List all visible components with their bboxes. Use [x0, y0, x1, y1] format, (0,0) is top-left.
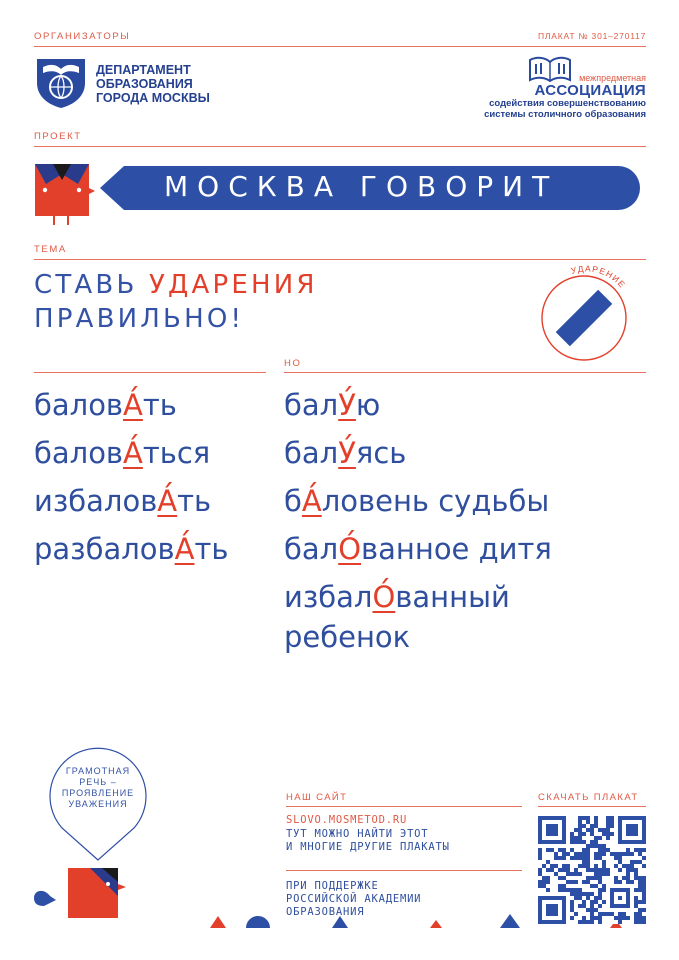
stressed-letter: А́	[123, 436, 143, 470]
divider	[538, 806, 646, 807]
stressed-letter: О́	[372, 580, 396, 614]
association-subtitle-line: содействия совершенствованию	[489, 98, 646, 109]
topic-label: ТЕМА	[34, 244, 67, 255]
list-item: баловА́ться	[34, 436, 211, 470]
stressed-letter: О́	[338, 532, 362, 566]
right-word-list	[284, 381, 552, 661]
stressed-letter: А́	[123, 388, 143, 422]
pin-text-line: ГРАМОТНАЯ	[65, 766, 131, 776]
site-url[interactable]: SLOVO.MOSMETOD.RU	[286, 814, 408, 826]
stressed-letter: А́	[157, 484, 178, 518]
list-item: баловА́ть	[34, 388, 177, 422]
association-subtitle	[440, 98, 646, 120]
divider	[286, 806, 522, 807]
dept-logo	[33, 53, 89, 113]
association-title: АССОЦИАЦИЯ	[534, 82, 646, 99]
divider	[34, 259, 646, 260]
association-subtitle-line: системы столичного образования	[484, 109, 646, 120]
support-text	[286, 880, 421, 919]
left-word-list	[34, 381, 228, 573]
topic-accent: УДАРЕНИЯ	[148, 270, 318, 300]
dept-name	[96, 63, 210, 105]
stress-badge	[538, 262, 638, 366]
list-item: балО́ванное дитя	[284, 532, 552, 566]
topic-line	[34, 268, 318, 302]
site-label: НАШ САЙТ	[286, 792, 348, 803]
association-small: межпредметная	[579, 73, 646, 83]
list-item: разбаловА́ть	[34, 532, 229, 566]
stressed-letter: У́	[338, 436, 356, 470]
organizers-label: ОРГАНИЗАТОРЫ	[34, 31, 131, 42]
pin-text-line: УВАЖЕНИЯ	[68, 799, 128, 809]
topic-text: СТАВЬ	[34, 270, 149, 300]
site-description	[286, 828, 450, 854]
but-label: НО	[284, 358, 302, 369]
site-description-line: И МНОГИЕ ДРУГИЕ ПЛАКАТЫ	[286, 841, 450, 853]
download-label: СКАЧАТЬ ПЛАКАТ	[538, 792, 639, 803]
support-text-line: ОБРАЗОВАНИЯ	[286, 906, 365, 918]
topic-line: ПРАВИЛЬНО!	[34, 304, 245, 334]
pin-text-line: ПРОЯВЛЕНИЕ	[61, 788, 135, 798]
support-text-line: ПРИ ПОДДЕРЖКЕ	[286, 880, 379, 892]
globe-book-emblem-icon	[33, 53, 89, 109]
list-item: ребенок	[284, 620, 411, 654]
divider	[284, 372, 646, 373]
site-description-line: ТУТ МОЖНО НАЙТИ ЭТОТ	[286, 828, 429, 840]
poster-number: ПЛАКАТ № 301–270117	[538, 31, 647, 41]
bird-mascot-icon	[33, 160, 95, 232]
dept-name-line: ОБРАЗОВАНИЯ	[96, 77, 193, 91]
topic-title	[34, 268, 318, 336]
list-item: бА́ловень судьбы	[284, 484, 550, 518]
divider	[34, 46, 646, 47]
list-item: балУ́ясь	[284, 436, 407, 470]
stressed-letter: У́	[338, 388, 356, 422]
project-banner	[100, 162, 644, 214]
list-item: балУ́ю	[284, 388, 381, 422]
divider	[286, 870, 522, 871]
stressed-letter: А́	[174, 532, 195, 566]
qr-code[interactable]	[538, 816, 646, 928]
divider	[34, 372, 266, 373]
divider	[34, 146, 646, 147]
list-item: избаловА́ть	[34, 484, 212, 518]
stressed-letter: А́	[301, 484, 322, 518]
list-item: избалО́ванный	[284, 580, 510, 614]
pin-text-line: РЕЧЬ –	[79, 777, 117, 787]
pin-text	[38, 766, 158, 810]
badge-text: УДАРЕНИЕ	[569, 263, 628, 291]
dept-name-line: ГОРОДА МОСКВЫ	[96, 91, 210, 105]
support-text-line: РОССИЙСКОЙ АКАДЕМИИ	[286, 893, 422, 905]
project-label: ПРОЕКТ	[34, 131, 82, 142]
dept-name-line: ДЕПАРТАМЕНТ	[96, 63, 191, 77]
speech-pin	[38, 742, 158, 868]
project-title: МОСКВА ГОВОРИТ	[164, 170, 559, 203]
